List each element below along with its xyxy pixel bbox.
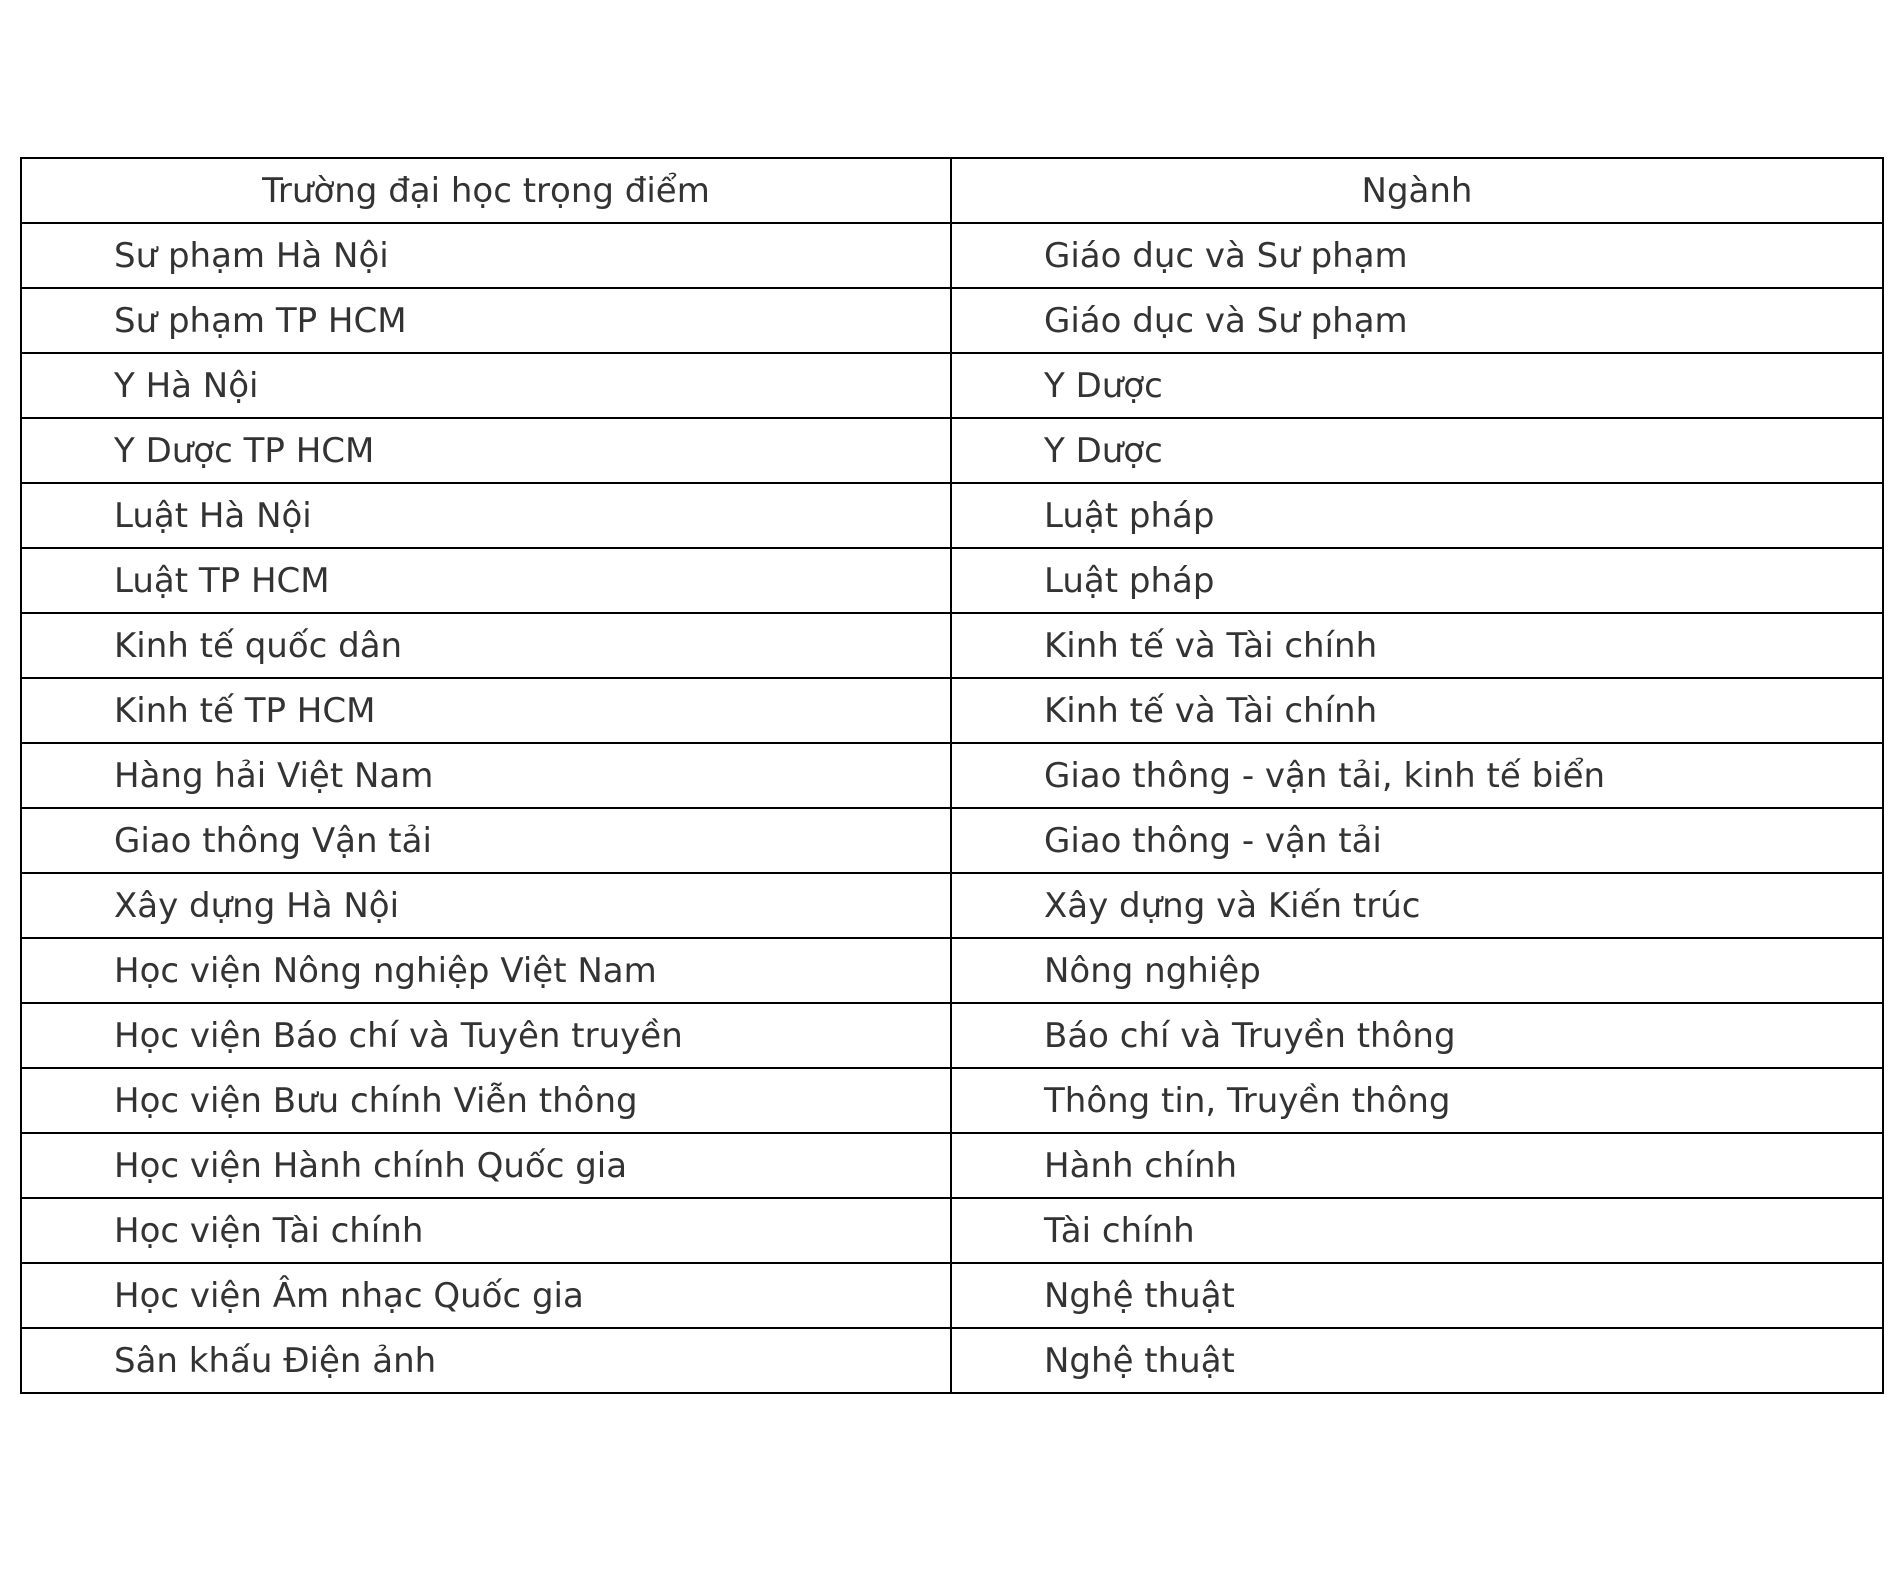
university-cell: Sân khấu Điện ảnh (21, 1328, 951, 1393)
university-cell: Luật TP HCM (21, 548, 951, 613)
university-table-container (20, 157, 1882, 1394)
university-majors-table (20, 157, 1884, 1394)
table-row (21, 1003, 1883, 1068)
major-cell: Xây dựng và Kiến trúc (951, 873, 1883, 938)
table-row (21, 288, 1883, 353)
university-cell: Kinh tế quốc dân (21, 613, 951, 678)
university-cell: Học viện Nông nghiệp Việt Nam (21, 938, 951, 1003)
table-row (21, 1133, 1883, 1198)
table-row (21, 418, 1883, 483)
university-cell: Sư phạm Hà Nội (21, 223, 951, 288)
major-cell: Thông tin, Truyền thông (951, 1068, 1883, 1133)
major-cell: Hành chính (951, 1133, 1883, 1198)
university-cell: Học viện Tài chính (21, 1198, 951, 1263)
table-header-row (21, 158, 1883, 223)
university-cell: Học viện Âm nhạc Quốc gia (21, 1263, 951, 1328)
major-cell: Nghệ thuật (951, 1328, 1883, 1393)
major-cell: Giao thông - vận tải (951, 808, 1883, 873)
table-row (21, 483, 1883, 548)
major-cell: Y Dược (951, 418, 1883, 483)
university-cell: Xây dựng Hà Nội (21, 873, 951, 938)
table-row (21, 353, 1883, 418)
university-cell: Học viện Hành chính Quốc gia (21, 1133, 951, 1198)
university-cell: Giao thông Vận tải (21, 808, 951, 873)
university-cell: Y Hà Nội (21, 353, 951, 418)
university-cell: Luật Hà Nội (21, 483, 951, 548)
major-cell: Nghệ thuật (951, 1263, 1883, 1328)
table-row (21, 1328, 1883, 1393)
table-row (21, 1068, 1883, 1133)
major-cell: Giáo dục và Sư phạm (951, 223, 1883, 288)
major-cell: Báo chí và Truyền thông (951, 1003, 1883, 1068)
university-cell: Kinh tế TP HCM (21, 678, 951, 743)
header-university: Trường đại học trọng điểm (21, 158, 951, 223)
university-cell: Hàng hải Việt Nam (21, 743, 951, 808)
university-cell: Y Dược TP HCM (21, 418, 951, 483)
major-cell: Giao thông - vận tải, kinh tế biển (951, 743, 1883, 808)
table-row (21, 548, 1883, 613)
major-cell: Y Dược (951, 353, 1883, 418)
table-row (21, 808, 1883, 873)
table-row (21, 678, 1883, 743)
header-major: Ngành (951, 158, 1883, 223)
major-cell: Tài chính (951, 1198, 1883, 1263)
major-cell: Nông nghiệp (951, 938, 1883, 1003)
major-cell: Kinh tế và Tài chính (951, 613, 1883, 678)
table-row (21, 873, 1883, 938)
table-row (21, 1198, 1883, 1263)
major-cell: Giáo dục và Sư phạm (951, 288, 1883, 353)
university-cell: Học viện Bưu chính Viễn thông (21, 1068, 951, 1133)
table-row (21, 223, 1883, 288)
major-cell: Luật pháp (951, 483, 1883, 548)
university-cell: Học viện Báo chí và Tuyên truyền (21, 1003, 951, 1068)
table-row (21, 1263, 1883, 1328)
table-body (21, 223, 1883, 1393)
table-row (21, 743, 1883, 808)
table-row (21, 613, 1883, 678)
major-cell: Kinh tế và Tài chính (951, 678, 1883, 743)
major-cell: Luật pháp (951, 548, 1883, 613)
university-cell: Sư phạm TP HCM (21, 288, 951, 353)
table-row (21, 938, 1883, 1003)
